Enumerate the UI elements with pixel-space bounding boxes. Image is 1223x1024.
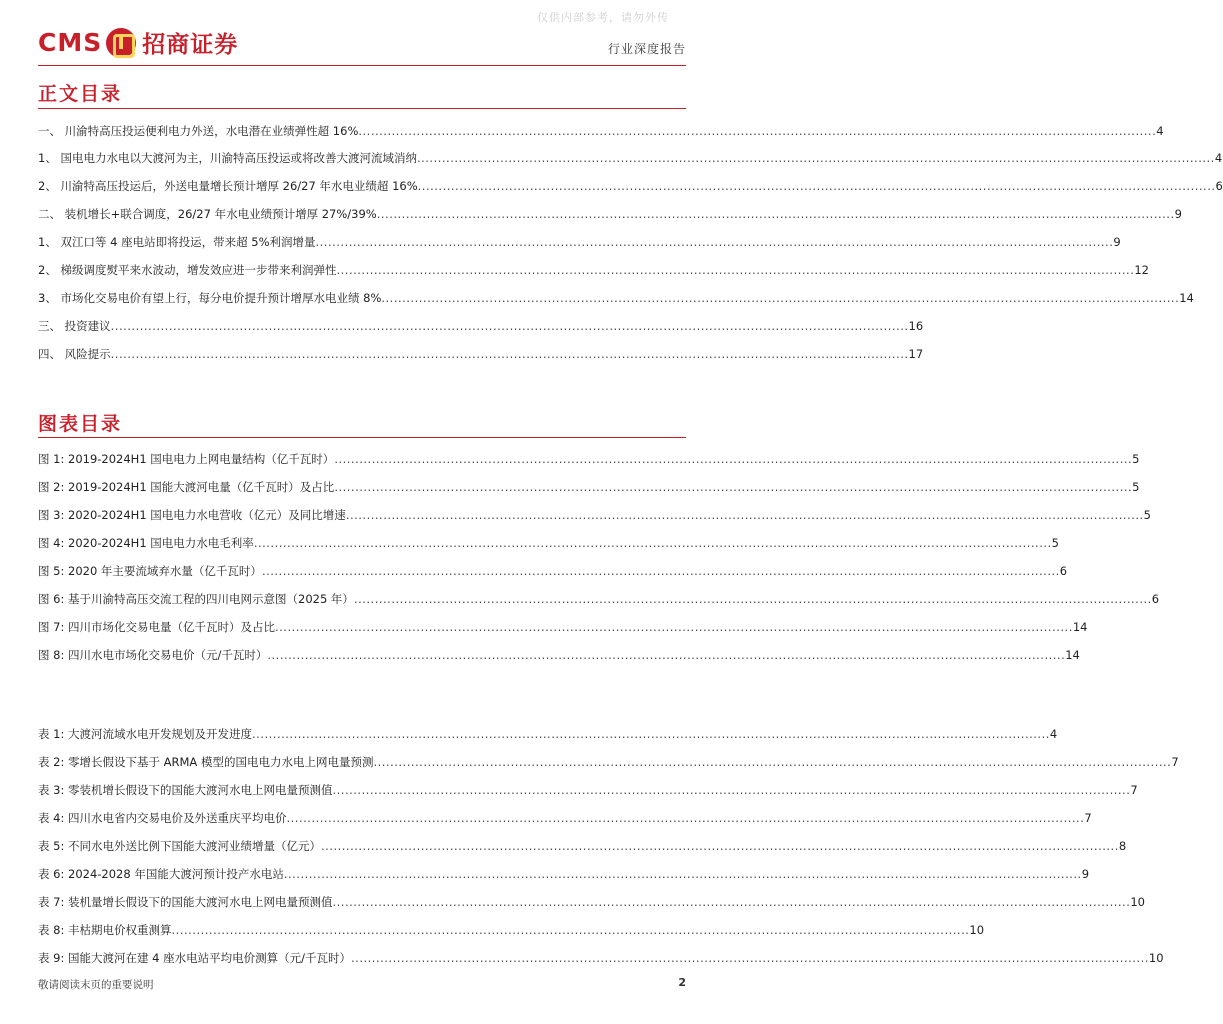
table-entry[interactable] [38, 782, 1138, 798]
table-entry-page: 9 [1081, 867, 1090, 881]
toc-dot-leader [381, 290, 1179, 306]
table-entry-page: 10 [969, 923, 985, 937]
figure-entry[interactable] [38, 535, 1059, 551]
toc-dot-leader [336, 262, 1134, 278]
table-entry-label: 表 2: 零增长假设下基于 ARMA 模型的国电电力水电上网电量预测 [38, 755, 374, 769]
figure-entry-page: 14 [1065, 648, 1080, 662]
table-entry-page: 7 [1084, 811, 1092, 825]
figures-divider [38, 437, 686, 438]
cms-logo [38, 26, 238, 59]
toc-entry-page: 9 [1174, 207, 1182, 221]
table-entry-page: 10 [1148, 951, 1164, 965]
toc-dot-leader [172, 922, 970, 938]
toc-dot-leader [321, 838, 1119, 854]
table-entry-label: 表 7: 装机量增长假设下的国能大渡河水电上网电量预测值 [38, 895, 333, 909]
figure-entry-page: 5 [1143, 508, 1151, 522]
toc-entry-page: 16 [908, 319, 924, 333]
toc-entry[interactable] [38, 262, 1149, 278]
table-entry-label: 表 5: 不同水电外送比例下国能大渡河业绩增量（亿元） [38, 839, 321, 853]
figure-entry[interactable] [38, 563, 1068, 579]
table-entry-page: 10 [1130, 895, 1145, 909]
toc-entry[interactable] [38, 178, 1223, 194]
toc-entry-page: 12 [1134, 263, 1149, 277]
figure-entry-label: 图 6: 基于川渝特高压交流工程的四川电网示意图（2025 年） [38, 592, 354, 606]
figure-entry-page: 6 [1059, 564, 1068, 578]
figure-entry-label: 图 2: 2019-2024H1 国能大渡河电量（亿千瓦时）及占比 [38, 480, 335, 494]
table-entry[interactable] [38, 866, 1090, 882]
toc-dot-leader [267, 647, 1065, 663]
toc-dot-leader [111, 346, 909, 362]
toc-entry[interactable] [38, 234, 1121, 250]
table-entry-label: 表 8: 丰枯期电价权重测算 [38, 923, 172, 937]
toc-entry[interactable] [38, 123, 1164, 139]
table-entry-page: 7 [1130, 783, 1138, 797]
table-entry[interactable] [38, 838, 1127, 854]
report-type: 行业深度报告 [607, 42, 686, 56]
figure-entry-page: 14 [1072, 620, 1088, 634]
figure-entry[interactable] [38, 591, 1160, 607]
toc-dot-leader [354, 591, 1152, 607]
table-entry-page: 8 [1118, 839, 1127, 853]
toc-entry-page: 6 [1215, 179, 1223, 193]
logo-text-en: CMS [38, 28, 103, 57]
figure-entry-label: 图 4: 2020-2024H1 国电电力水电毛利率 [38, 536, 254, 550]
toc-dot-leader [351, 950, 1149, 966]
toc-entry-page: 17 [908, 347, 924, 361]
toc-entry-page: 9 [1113, 235, 1121, 249]
table-entry[interactable] [38, 922, 985, 938]
figure-entry[interactable] [38, 619, 1088, 635]
figures-title: 图表目录 [38, 413, 123, 435]
toc-dot-leader [334, 451, 1132, 467]
toc-dot-leader [334, 479, 1132, 495]
toc-entry[interactable] [38, 290, 1194, 306]
toc-dot-leader [252, 726, 1050, 742]
table-entry-label: 表 6: 2024-2028 年国能大渡河预计投产水电站 [38, 867, 284, 881]
toc-entry[interactable] [38, 318, 924, 334]
toc-dot-leader [284, 866, 1082, 882]
toc-entry[interactable] [38, 346, 924, 362]
toc-dot-leader [373, 754, 1171, 770]
toc-entry-label: 1、 国电电力水电以大渡河为主，川渝特高压投运或将改善大渡河流域消纳 [38, 151, 417, 165]
toc-entry-label: 三、 投资建议 [38, 319, 111, 333]
figure-entry-page: 5 [1132, 452, 1140, 466]
toc-entry-label: 一、 川渝特高压投运便利电力外送，水电潜在业绩弹性超 16% [38, 124, 359, 138]
toc-dot-leader [417, 150, 1215, 166]
table-entry[interactable] [38, 810, 1092, 826]
figure-entry[interactable] [38, 479, 1140, 495]
figure-entry-label: 图 7: 四川市场化交易电量（亿千瓦时）及占比 [38, 620, 275, 634]
toc-dot-leader [254, 535, 1052, 551]
logo-emblem-icon [106, 28, 136, 58]
figure-entry-page: 5 [1051, 536, 1059, 550]
toc-entry-label: 二、 装机增长+联合调度，26/27 年水电业绩预计增厚 27%/39% [38, 207, 377, 221]
toc-dot-leader [358, 123, 1156, 139]
contents-title: 正文目录 [38, 83, 123, 105]
table-entry-page: 4 [1049, 727, 1058, 741]
toc-entry[interactable] [38, 206, 1182, 222]
toc-entry-label: 1、 双江口等 4 座电站即将投运，带来超 5%利润增量 [38, 235, 316, 249]
figure-entry-label: 图 1: 2019-2024H1 国电电力上网电量结构（亿千瓦时） [38, 452, 335, 466]
table-entry[interactable] [38, 726, 1058, 742]
toc-dot-leader [262, 563, 1060, 579]
toc-dot-leader [111, 318, 909, 334]
toc-entry-label: 2、 梯级调度熨平来水波动，增发效应进一步带来利润弹性 [38, 263, 337, 277]
toc-entry-page: 14 [1179, 291, 1194, 305]
figure-entry-label: 图 3: 2020-2024H1 国电电力水电营收（亿元）及同比增速 [38, 508, 346, 522]
contents-divider [38, 108, 686, 109]
table-entry-page: 7 [1171, 755, 1179, 769]
logo-text-cn: 招商证券 [142, 32, 239, 58]
toc-entry-page: 4 [1214, 151, 1223, 165]
figure-entry[interactable] [38, 451, 1140, 467]
toc-dot-leader [333, 894, 1131, 910]
figure-entry[interactable] [38, 507, 1151, 523]
header-divider [38, 65, 686, 66]
toc-dot-leader [377, 206, 1175, 222]
footer-disclaimer: 敬请阅读末页的重要说明 [38, 979, 154, 991]
table-entry-label: 表 4: 四川水电省内交易电价及外送重庆平均电价 [38, 811, 287, 825]
figure-entry-page: 5 [1132, 480, 1140, 494]
toc-entry-label: 2、 川渝特高压投运后，外送电量增长预计增厚 26/27 年水电业绩超 16% [38, 179, 418, 193]
page-header [38, 26, 686, 62]
toc-dot-leader [333, 782, 1131, 798]
table-entry-label: 表 9: 国能大渡河在建 4 座水电站平均电价测算（元/千瓦时） [38, 951, 352, 965]
toc-entry[interactable] [38, 150, 1223, 166]
figure-entry-label: 图 5: 2020 年主要流域弃水量（亿千瓦时） [38, 564, 262, 578]
toc-dot-leader [316, 234, 1114, 250]
toc-dot-leader [346, 507, 1144, 523]
toc-dot-leader [275, 619, 1073, 635]
toc-dot-leader [287, 810, 1085, 826]
figure-entry[interactable] [38, 647, 1080, 663]
figure-entry-label: 图 8: 四川水电市场化交易电价（元/千瓦时） [38, 648, 268, 662]
figure-entry-page: 6 [1151, 592, 1160, 606]
table-entry[interactable] [38, 754, 1179, 770]
table-entry[interactable] [38, 950, 1164, 966]
watermark: 仅供内部参考，请勿外传 [537, 11, 669, 24]
table-entry-label: 表 3: 零装机增长假设下的国能大渡河水电上网电量预测值 [38, 783, 333, 797]
toc-entry-page: 4 [1156, 124, 1164, 138]
toc-entry-label: 3、 市场化交易电价有望上行，每分电价提升预计增厚水电业绩 8% [38, 291, 382, 305]
toc-dot-leader [418, 178, 1216, 194]
page-number: 2 [678, 976, 686, 989]
toc-entry-label: 四、 风险提示 [38, 347, 111, 361]
table-entry-label: 表 1: 大渡河流域水电开发规划及开发进度 [38, 727, 253, 741]
table-entry[interactable] [38, 894, 1145, 910]
